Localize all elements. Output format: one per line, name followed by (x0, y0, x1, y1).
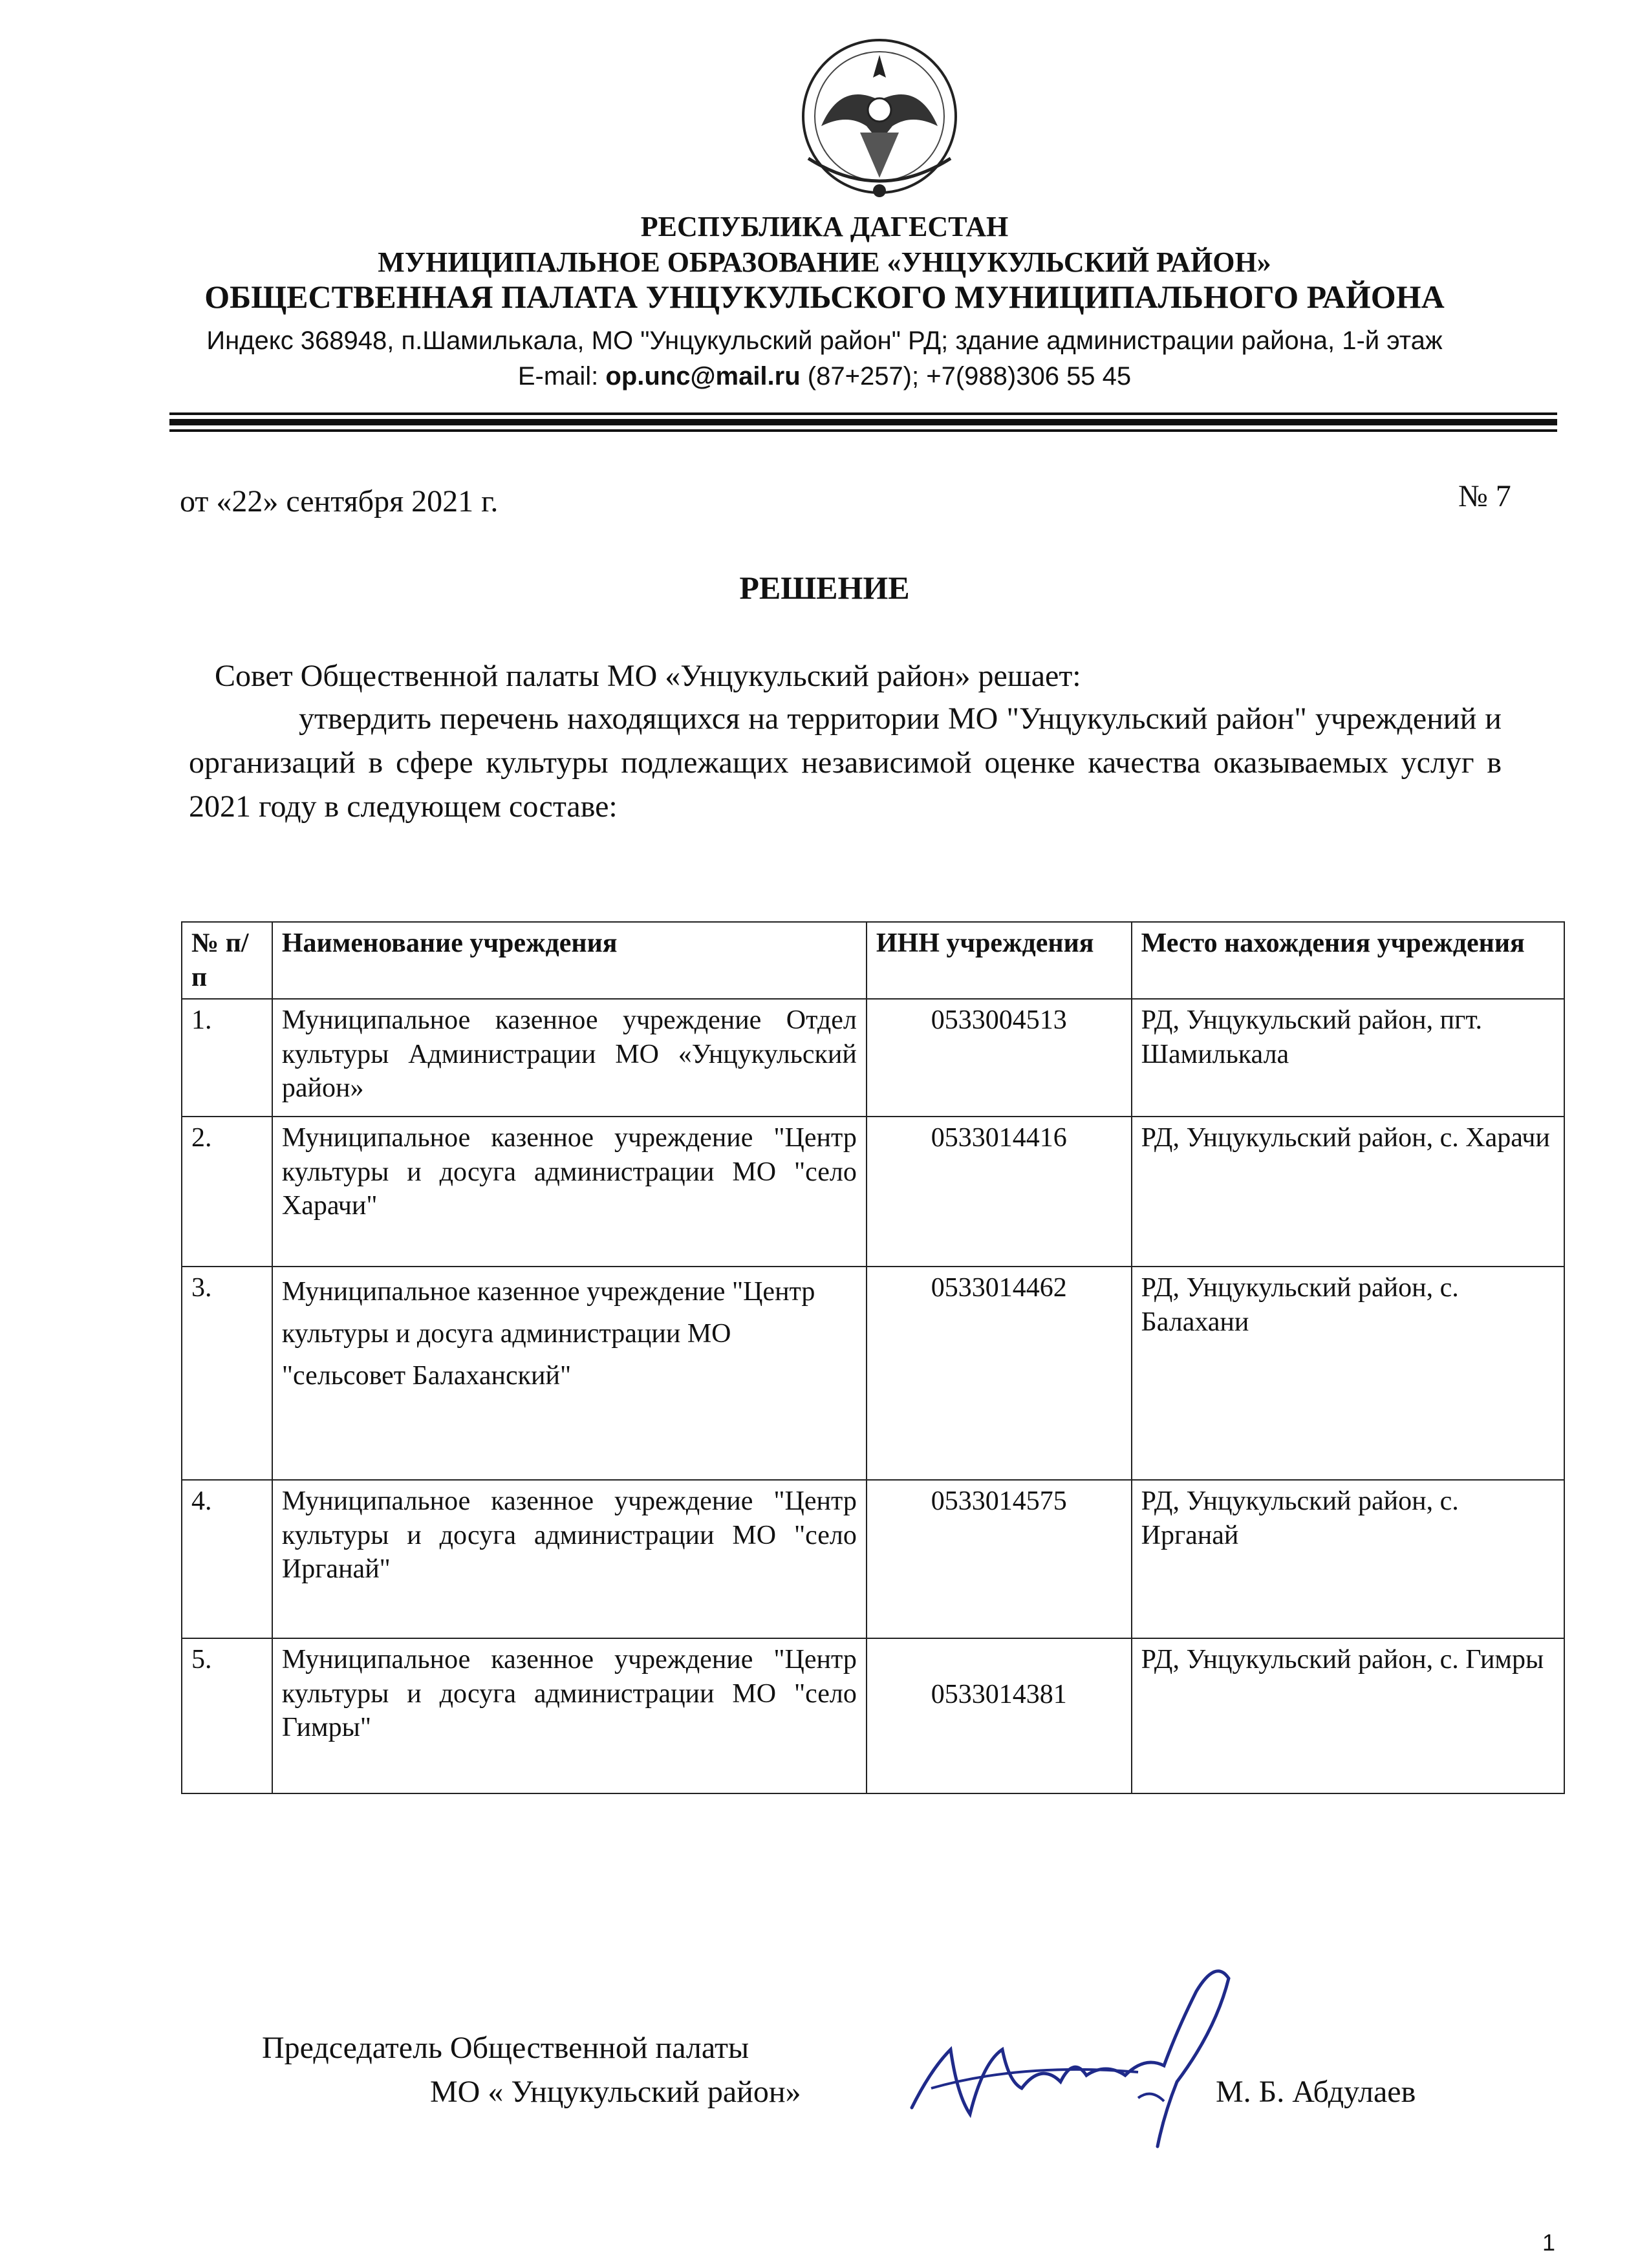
institution-place: РД, Унцукульский район, с. Балахани (1132, 1267, 1564, 1480)
institution-inn: 0533014416 (867, 1117, 1132, 1267)
signer-position-line2: МО « Унцукульский район» (430, 2075, 801, 2109)
header-contacts (0, 362, 1649, 391)
document-date: от «22» сентября 2021 г. (180, 484, 499, 519)
institutions-table (181, 921, 1565, 1794)
institution-place: РД, Унцукульский район, с. Ирганай (1132, 1480, 1564, 1638)
row-number: 4. (182, 1480, 272, 1638)
table-row (182, 1117, 1564, 1267)
email-address: op.unc@mail.ru (605, 362, 801, 390)
institution-inn: 0533014575 (867, 1480, 1132, 1638)
signer-position-line1: Председатель Общественной палаты (262, 2031, 749, 2065)
row-number: 2. (182, 1117, 272, 1267)
header-inn: ИНН учреждения (867, 922, 1132, 999)
header-address: Индекс 368948, п.Шамилькала, МО "Унцукульский район" РД; здание администрации района, 1-й этаж (206, 326, 1443, 355)
phone-numbers: (87+257); +7(988)306 55 45 (800, 362, 1132, 390)
institution-inn: 0533014462 (867, 1267, 1132, 1480)
header-rule-thick (169, 419, 1557, 425)
table-row (182, 999, 1564, 1117)
header-republic: РЕСПУБЛИКА ДАГЕСТАН (640, 211, 1009, 242)
row-number: 5. (182, 1638, 272, 1793)
institution-place: РД, Унцукульский район, пгт. Шамилькала (1132, 999, 1564, 1117)
institution-name: Муниципальное казенное учреждение "Центр культуры и досуга администрации МО "село Ирганай" (272, 1480, 867, 1638)
institution-place: РД, Унцукульский район, с. Харачи (1132, 1117, 1564, 1267)
table-header-row (182, 922, 1564, 999)
institution-inn: 0533004513 (867, 999, 1132, 1117)
table-row (182, 1638, 1564, 1793)
institution-name: Муниципальное казенное учреждение "Центр культуры и досуга администрации МО "село Гимры" (272, 1638, 867, 1793)
document-number: № 7 (1458, 479, 1511, 513)
institution-inn: 0533014381 (867, 1638, 1132, 1793)
document-title: РЕШЕНИЕ (739, 570, 910, 606)
signer-name: М. Б. Абдулаев (1216, 2075, 1416, 2109)
handwritten-signature (892, 1952, 1255, 2159)
email-label: E-mail: (517, 362, 606, 390)
page-number: 1 (1542, 2229, 1556, 2256)
institution-name: Муниципальное казенное учреждение "Центр культуры и досуга администрации МО "сельсовет Балаханский" (272, 1267, 867, 1480)
row-number: 1. (182, 999, 272, 1117)
header-rule-bottom (169, 429, 1557, 432)
institution-place: РД, Унцукульский район, с. Гимры (1132, 1638, 1564, 1793)
institution-name: Муниципальное казенное учреждение Отдел культуры Администрации МО «Унцукульский район» (272, 999, 867, 1117)
table-row (182, 1267, 1564, 1480)
header-place: Место нахождения учреждения (1132, 922, 1564, 999)
header-rule-top (169, 412, 1557, 415)
row-number: 3. (182, 1267, 272, 1480)
decision-paragraph: утвердить перечень находящихся на территории МО "Унцукульский район" учреждений и организаций в сфере культуры подлежащих независимой оценке качества оказываемых услуг в 2021 году в следующем составе: (189, 701, 1502, 824)
header-municipality: МУНИЦИПАЛЬНОЕ ОБРАЗОВАНИЕ «УНЦУКУЛЬСКИЙ РАЙОН» (378, 246, 1271, 278)
header-chamber: ОБЩЕСТВЕННАЯ ПАЛАТА УНЦУКУЛЬСКОГО МУНИЦИПАЛЬНОГО РАЙОНА (204, 279, 1445, 315)
intro-paragraph: Совет Общественной палаты МО «Унцукульский район» решает: (215, 659, 1081, 693)
coat-of-arms-emblem (770, 29, 989, 204)
header-name: Наименование учреждения (272, 922, 867, 999)
table-row (182, 1480, 1564, 1638)
institution-name: Муниципальное казенное учреждение "Центр культуры и досуга администрации МО "село Харачи" (272, 1117, 867, 1267)
header-number: № п/п (182, 922, 272, 999)
